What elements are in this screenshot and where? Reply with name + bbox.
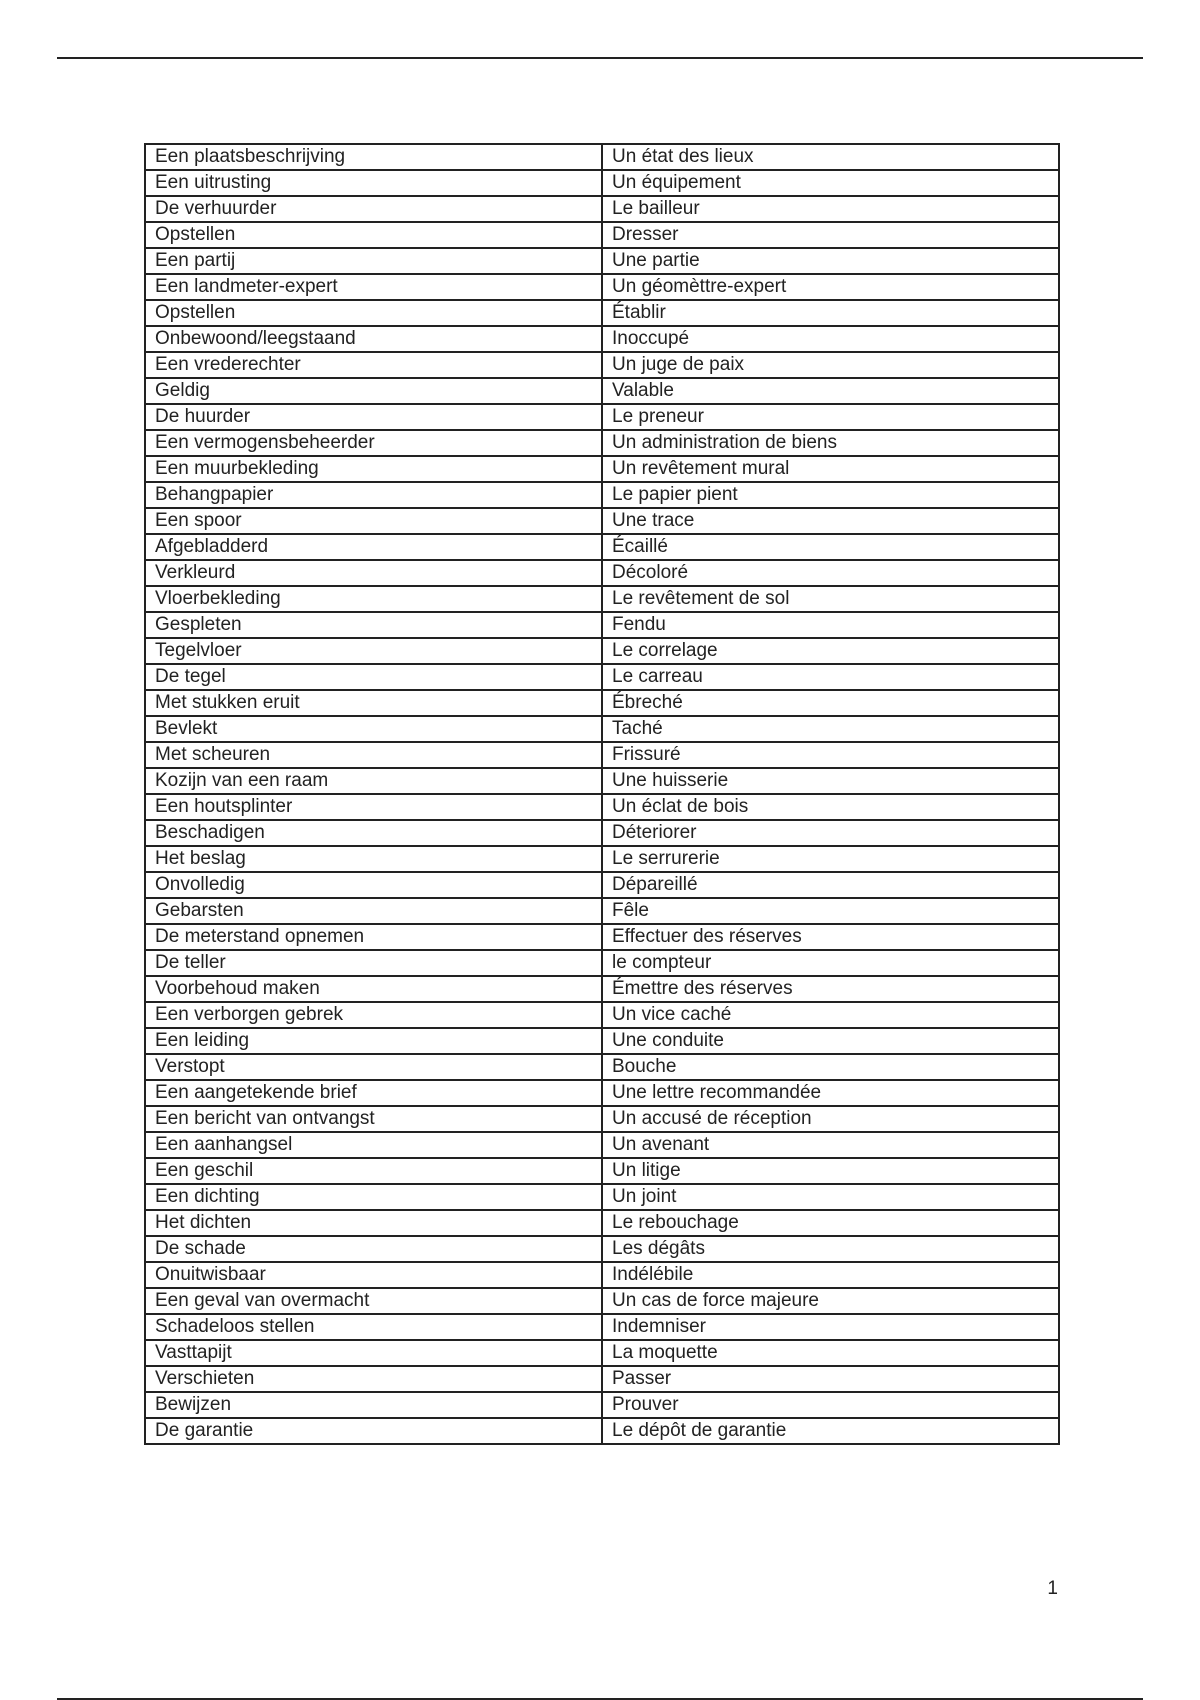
french-term: Ébreché [602,690,1059,716]
french-term: Indélébile [602,1262,1059,1288]
header-rule [57,57,1143,59]
table-row [145,1392,1059,1418]
dutch-term: Gebarsten [145,898,602,924]
dutch-term: Onuitwisbaar [145,1262,602,1288]
dutch-term: Voorbehoud maken [145,976,602,1002]
dutch-term: De schade [145,1236,602,1262]
table-row [145,534,1059,560]
french-term: Passer [602,1366,1059,1392]
french-term: Une huisserie [602,768,1059,794]
dutch-term: Een vrederechter [145,352,602,378]
french-term: Un joint [602,1184,1059,1210]
french-term: Les dégâts [602,1236,1059,1262]
dutch-term: Geldig [145,378,602,404]
table-row [145,1132,1059,1158]
french-term: Un vice caché [602,1002,1059,1028]
table-row [145,274,1059,300]
dutch-term: Een leiding [145,1028,602,1054]
dutch-term: Een verborgen gebrek [145,1002,602,1028]
table-row [145,924,1059,950]
table-row [145,222,1059,248]
vocabulary-table-body [145,144,1059,1444]
table-row [145,664,1059,690]
dutch-term: De garantie [145,1418,602,1444]
table-row [145,820,1059,846]
table-row [145,872,1059,898]
dutch-term: Verkleurd [145,560,602,586]
table-row [145,794,1059,820]
table-row [145,560,1059,586]
table-row [145,1288,1059,1314]
table-row [145,1366,1059,1392]
dutch-term: Een geval van overmacht [145,1288,602,1314]
dutch-term: Gespleten [145,612,602,638]
dutch-term: Verstopt [145,1054,602,1080]
dutch-term: Vloerbekleding [145,586,602,612]
dutch-term: Een aanhangsel [145,1132,602,1158]
dutch-term: Een muurbekleding [145,456,602,482]
dutch-term: Bevlekt [145,716,602,742]
table-row [145,196,1059,222]
table-row [145,1002,1059,1028]
table-row [145,1028,1059,1054]
dutch-term: Onbewoond/leegstaand [145,326,602,352]
french-term: Un juge de paix [602,352,1059,378]
dutch-term: Met scheuren [145,742,602,768]
dutch-term: Bewijzen [145,1392,602,1418]
french-term: Prouver [602,1392,1059,1418]
table-row [145,170,1059,196]
french-term: Écaillé [602,534,1059,560]
dutch-term: Tegelvloer [145,638,602,664]
dutch-term: Een aangetekende brief [145,1080,602,1106]
french-term: Émettre des réserves [602,976,1059,1002]
french-term: Dresser [602,222,1059,248]
french-term: Frissuré [602,742,1059,768]
dutch-term: Een spoor [145,508,602,534]
french-term: Un état des lieux [602,144,1059,170]
dutch-term: Behangpapier [145,482,602,508]
dutch-term: Een uitrusting [145,170,602,196]
dutch-term: Een houtsplinter [145,794,602,820]
french-term: Décoloré [602,560,1059,586]
french-term: Un administration de biens [602,430,1059,456]
table-row [145,586,1059,612]
french-term: Un revêtement mural [602,456,1059,482]
french-term: Le carreau [602,664,1059,690]
table-row [145,690,1059,716]
french-term: Une trace [602,508,1059,534]
french-term: Valable [602,378,1059,404]
french-term: La moquette [602,1340,1059,1366]
dutch-term: Afgebladderd [145,534,602,560]
table-row [145,1210,1059,1236]
french-term: Le papier pient [602,482,1059,508]
dutch-term: Verschieten [145,1366,602,1392]
dutch-term: Een landmeter-expert [145,274,602,300]
dutch-term: Met stukken eruit [145,690,602,716]
dutch-term: De verhuurder [145,196,602,222]
french-term: Le correlage [602,638,1059,664]
dutch-term: Een plaatsbeschrijving [145,144,602,170]
french-term: le compteur [602,950,1059,976]
table-row [145,1262,1059,1288]
dutch-term: Schadeloos stellen [145,1314,602,1340]
french-term: Le bailleur [602,196,1059,222]
table-row [145,508,1059,534]
table-row [145,482,1059,508]
table-row [145,898,1059,924]
dutch-term: Kozijn van een raam [145,768,602,794]
french-term: Bouche [602,1054,1059,1080]
french-term: Le dépôt de garantie [602,1418,1059,1444]
dutch-term: Beschadigen [145,820,602,846]
table-row [145,144,1059,170]
table-row [145,1158,1059,1184]
vocabulary-table [144,143,1060,1445]
page-number: 1 [1047,1578,1058,1599]
french-term: Taché [602,716,1059,742]
french-term: Un géomèttre-expert [602,274,1059,300]
table-row [145,1106,1059,1132]
table-row [145,742,1059,768]
table-row [145,768,1059,794]
french-term: Un accusé de réception [602,1106,1059,1132]
table-row [145,456,1059,482]
table-row [145,976,1059,1002]
dutch-term: Opstellen [145,300,602,326]
table-row [145,378,1059,404]
table-row [145,430,1059,456]
dutch-term: De tegel [145,664,602,690]
french-term: Un éclat de bois [602,794,1059,820]
dutch-term: Het beslag [145,846,602,872]
dutch-term: Een dichting [145,1184,602,1210]
dutch-term: De huurder [145,404,602,430]
table-row [145,1080,1059,1106]
french-term: Une partie [602,248,1059,274]
table-row [145,716,1059,742]
french-term: Un cas de force majeure [602,1288,1059,1314]
dutch-term: De meterstand opnemen [145,924,602,950]
table-row [145,1314,1059,1340]
table-row [145,950,1059,976]
table-row [145,1418,1059,1444]
french-term: Un avenant [602,1132,1059,1158]
table-row [145,612,1059,638]
french-term: Dépareillé [602,872,1059,898]
french-term: Une lettre recommandée [602,1080,1059,1106]
french-term: Indemniser [602,1314,1059,1340]
french-term: Fêle [602,898,1059,924]
table-row [145,326,1059,352]
table-row [145,846,1059,872]
table-row [145,1236,1059,1262]
table-row [145,248,1059,274]
table-row [145,300,1059,326]
dutch-term: Een vermogensbeheerder [145,430,602,456]
dutch-term: Het dichten [145,1210,602,1236]
table-row [145,404,1059,430]
french-term: Effectuer des réserves [602,924,1059,950]
dutch-term: Een bericht van ontvangst [145,1106,602,1132]
dutch-term: Vasttapijt [145,1340,602,1366]
french-term: Une conduite [602,1028,1059,1054]
table-row [145,1340,1059,1366]
french-term: Le rebouchage [602,1210,1059,1236]
table-row [145,1054,1059,1080]
french-term: Déteriorer [602,820,1059,846]
table-row [145,1184,1059,1210]
french-term: Le revêtement de sol [602,586,1059,612]
table-row [145,352,1059,378]
french-term: Un litige [602,1158,1059,1184]
french-term: Le serrurerie [602,846,1059,872]
dutch-term: Een partij [145,248,602,274]
dutch-term: De teller [145,950,602,976]
dutch-term: Onvolledig [145,872,602,898]
french-term: Inoccupé [602,326,1059,352]
french-term: Fendu [602,612,1059,638]
french-term: Établir [602,300,1059,326]
french-term: Le preneur [602,404,1059,430]
dutch-term: Een geschil [145,1158,602,1184]
dutch-term: Opstellen [145,222,602,248]
french-term: Un équipement [602,170,1059,196]
table-row [145,638,1059,664]
